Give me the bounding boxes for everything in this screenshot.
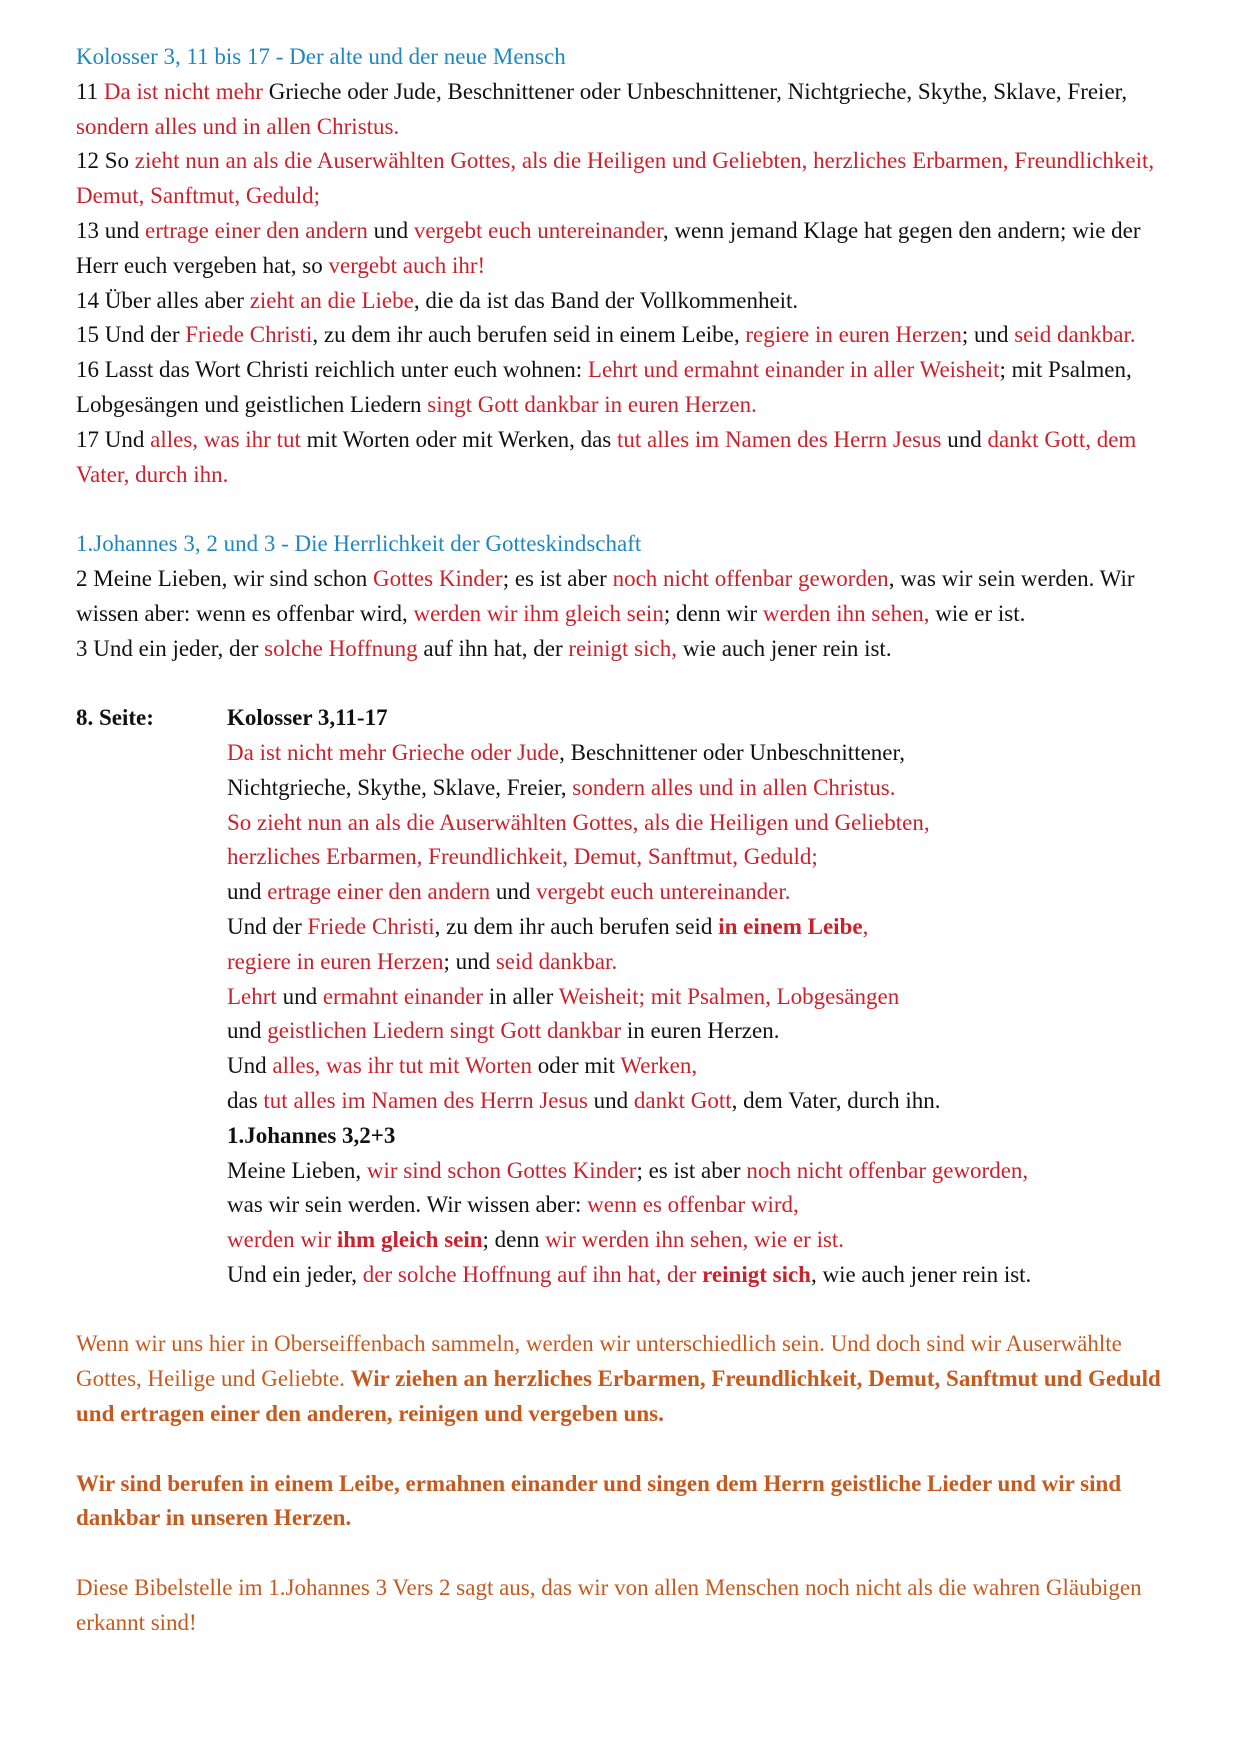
reflection-text: Wenn wir uns hier in Oberseiffenbach sammeln, werden wir unterschiedlich sein. Und doch sind wir Auserwählte Gottes, Heilige und Geliebte. xyxy=(76,1331,1122,1392)
highlight-text: tut alles im Namen des Herrn Jesus xyxy=(263,1087,588,1113)
line xyxy=(227,980,1176,1015)
line-text: Und xyxy=(227,1053,273,1079)
highlight-bold-text: in einem Leibe xyxy=(718,913,863,939)
line-text: und xyxy=(490,879,537,905)
verse-text: 11 xyxy=(76,78,104,104)
kolosser-heading: Kolosser 3,11-17 xyxy=(227,705,388,731)
highlight-text: , xyxy=(862,913,869,939)
highlight-text: ertrage einer den andern xyxy=(267,879,491,905)
verse-17 xyxy=(76,423,1176,493)
highlight-text: regiere in euren Herzen xyxy=(745,322,962,348)
line-text: Und ein jeder, xyxy=(227,1261,363,1287)
line xyxy=(227,1154,1176,1189)
line: So zieht nun an als die Auserwählten Gottes, als die Heiligen und Geliebten, xyxy=(227,809,930,835)
line-text: und xyxy=(227,879,268,905)
verse-16 xyxy=(76,353,1176,423)
verse-text: mit Worten oder mit Werken, das xyxy=(300,426,617,452)
line xyxy=(227,736,1176,771)
verse-text: , was wir sein werden. Wir wissen aber: wenn es offenbar wird, xyxy=(76,565,1135,626)
spacer xyxy=(76,1536,1176,1571)
highlight-text: dankt Gott xyxy=(633,1087,732,1113)
line xyxy=(227,1223,1176,1258)
spacer xyxy=(76,1293,1176,1328)
verse-3 xyxy=(76,632,1176,667)
verse-text: Grieche oder Jude, Beschnittener oder Unbeschnittener, Nichtgrieche, Skythe, Sklave, Freier, xyxy=(262,78,1128,104)
line-text: Meine Lieben, xyxy=(227,1157,367,1183)
highlight-text: sondern alles und in allen Christus. xyxy=(572,774,896,800)
highlight-text: ertrage einer den andern xyxy=(145,217,368,243)
highlight-text: Weisheit; mit Psalmen, Lobgesängen xyxy=(558,983,900,1009)
reflection-paragraph-1 xyxy=(76,1327,1176,1431)
verse-text: ; es ist aber xyxy=(502,565,613,591)
section-title-kolosser: Kolosser 3, 11 bis 17 - Der alte und der neue Mensch xyxy=(76,44,566,69)
document-page xyxy=(76,40,1176,1641)
verse-12 xyxy=(76,144,1176,214)
highlight-text: werden wir xyxy=(227,1227,337,1253)
line-text: Nichtgrieche, Skythe, Sklave, Freier, xyxy=(227,774,573,800)
highlight-text: wir werden ihn sehen, wie er ist. xyxy=(545,1227,845,1253)
highlight-text: dankt Gott, dem Vater, durch ihn. xyxy=(76,426,1137,487)
highlight-text: reinigt sich, xyxy=(568,635,677,661)
line xyxy=(227,945,1176,980)
verse-text: auf ihn hat, der xyxy=(417,635,569,661)
verse-text: 16 Lasst das Wort Christi reichlich unter euch wohnen: xyxy=(76,357,588,383)
verse-text: , die da ist das Band der Vollkommenheit. xyxy=(413,287,799,313)
verse-text: 3 Und ein jeder, der xyxy=(76,635,265,661)
verse-text: wie er ist. xyxy=(929,600,1026,626)
line xyxy=(227,1014,1176,1049)
line-text: und xyxy=(227,1018,268,1044)
highlight-text: alles, was ihr tut xyxy=(150,426,301,452)
highlight-text: vergebt auch ihr! xyxy=(328,252,486,278)
verse-text: und xyxy=(941,426,988,452)
verse-2 xyxy=(76,562,1176,632)
line xyxy=(227,875,1176,910)
highlight-text: seid dankbar. xyxy=(495,948,618,974)
highlight-text: vergebt euch untereinander xyxy=(413,217,663,243)
line-text: das xyxy=(227,1087,264,1113)
verse-text: 12 So xyxy=(76,148,135,174)
verse-text: 13 und xyxy=(76,217,145,243)
line-text: was wir sein werden. Wir wissen aber: xyxy=(227,1192,588,1218)
line-text: in euren Herzen. xyxy=(621,1018,780,1044)
highlight-text: seid dankbar. xyxy=(1014,322,1136,348)
line xyxy=(227,771,1176,806)
line-text: und xyxy=(587,1087,634,1113)
line-text: in aller xyxy=(483,983,559,1009)
verse-15 xyxy=(76,318,1176,353)
highlight-text: zieht an die Liebe xyxy=(249,287,414,313)
highlight-text: sondern alles und in allen Christus. xyxy=(76,113,400,139)
verse-text: 17 Und xyxy=(76,426,151,452)
verse-text: ; mit Psalmen, Lobgesängen und geistlichen Liedern xyxy=(76,357,1132,417)
verse-text: wie auch jener rein ist. xyxy=(676,635,892,661)
highlight-text: alles, was ihr tut mit Worten xyxy=(272,1053,533,1079)
verse-14 xyxy=(76,284,1176,319)
line-text: , dem Vater, durch ihn. xyxy=(731,1087,941,1113)
highlight-text: tut alles im Namen des Herrn Jesus xyxy=(616,426,942,452)
highlight-bold-text: reinigt sich xyxy=(702,1261,811,1287)
highlight-text: geistlichen Liedern singt Gott dankbar xyxy=(267,1018,622,1044)
line xyxy=(227,910,1176,945)
line-text: ; und xyxy=(443,948,496,974)
verse-text: 2 Meine Lieben, wir sind schon xyxy=(76,565,374,591)
highlight-text: Da ist nicht mehr xyxy=(103,78,263,104)
line-text: oder mit xyxy=(532,1053,621,1079)
highlight-text: Friede Christi xyxy=(185,322,313,348)
page-8-content xyxy=(227,701,1176,1293)
spacer xyxy=(76,492,1176,527)
highlight-text: noch nicht offenbar geworden, xyxy=(746,1157,1029,1183)
line xyxy=(227,1258,1176,1293)
highlight-text: Gottes Kinder xyxy=(373,565,503,591)
page-8-block xyxy=(76,701,1176,1293)
verse-13 xyxy=(76,214,1176,284)
reflection-paragraph-3: Diese Bibelstelle im 1.Johannes 3 Vers 2 sagt aus, das wir von allen Menschen noch nicht als die wahren Gläubigen erkannt sind! xyxy=(76,1575,1142,1635)
line-text: ; denn xyxy=(482,1227,546,1253)
page-8-label: 8. Seite: xyxy=(76,705,154,731)
line-text: , wie auch jener rein ist. xyxy=(810,1261,1032,1287)
line: herzliches Erbarmen, Freundlichkeit, Demut, Sanftmut, Geduld; xyxy=(227,844,818,870)
verse-text: 14 Über alles aber xyxy=(76,287,250,313)
line-text: und xyxy=(276,983,323,1009)
line xyxy=(227,1188,1176,1223)
line-text: , zu dem ihr auch berufen seid xyxy=(434,913,719,939)
line-text: Und der xyxy=(227,913,308,939)
highlight-text: Werken, xyxy=(620,1053,698,1079)
highlight-text: regiere in euren Herzen xyxy=(227,948,444,974)
verse-text: und xyxy=(367,217,414,243)
verse-text: , zu dem ihr auch berufen seid in einem Leibe, xyxy=(312,322,746,348)
highlight-text: werden wir ihm gleich sein xyxy=(413,600,664,626)
reflection-bold-text: Wir ziehen an herzliches Erbarmen, Freundlichkeit, Demut, Sanftmut und Geduld und ertragen einer den anderen, reinigen und vergeben uns. xyxy=(76,1366,1161,1427)
johannes-heading: 1.Johannes 3,2+3 xyxy=(227,1122,396,1148)
highlight-text: Lehrt xyxy=(227,983,277,1009)
highlight-text: Friede Christi xyxy=(307,913,435,939)
verse-text: ; und xyxy=(961,322,1015,348)
line-text: , Beschnittener oder Unbeschnittener, xyxy=(559,739,905,765)
verse-text: , wenn jemand Klage hat gegen den andern; wie der Herr euch vergeben hat, so xyxy=(76,217,1141,278)
highlight-text: singt Gott dankbar in euren Herzen. xyxy=(427,391,757,417)
verse-11 xyxy=(76,75,1176,145)
highlight-text: wenn es offenbar wird, xyxy=(587,1192,799,1218)
line xyxy=(227,1049,1176,1084)
line-text: ; es ist aber xyxy=(636,1157,747,1183)
verse-text: ; denn wir xyxy=(663,600,763,626)
highlight-text: noch nicht offenbar geworden xyxy=(612,565,889,591)
highlight-text: wir sind schon Gottes Kinder xyxy=(366,1157,637,1183)
highlight-text: solche Hoffnung xyxy=(264,635,418,661)
spacer xyxy=(76,666,1176,701)
highlight-text: ermahnt einander xyxy=(322,983,484,1009)
highlight-text: Lehrt und ermahnt einander in aller Weisheit xyxy=(587,357,1000,383)
line xyxy=(227,1084,1176,1119)
spacer xyxy=(76,1432,1176,1467)
verse-text: 15 Und der xyxy=(76,322,186,348)
highlight-text: vergebt euch untereinander. xyxy=(536,879,791,905)
section-title-johannes: 1.Johannes 3, 2 und 3 - Die Herrlichkeit der Gotteskindschaft xyxy=(76,531,642,557)
highlight-text: Da ist nicht mehr Grieche oder Jude xyxy=(227,739,560,765)
highlight-text: zieht nun an als die Auserwählten Gottes, als die Heiligen und Geliebten, herzliches Erbarmen, Freundlichkeit, Demut, Sanftmut, Geduld; xyxy=(76,148,1155,209)
reflection-paragraph-2: Wir sind berufen in einem Leibe, ermahnen einander und singen dem Herrn geistliche Lieder und wir sind dankbar in unseren Herzen. xyxy=(76,1470,1122,1531)
highlight-text: werden ihn sehen, xyxy=(762,600,930,626)
highlight-text: der solche Hoffnung auf ihn hat, der xyxy=(362,1261,703,1287)
highlight-bold-text: ihm gleich sein xyxy=(336,1227,483,1253)
